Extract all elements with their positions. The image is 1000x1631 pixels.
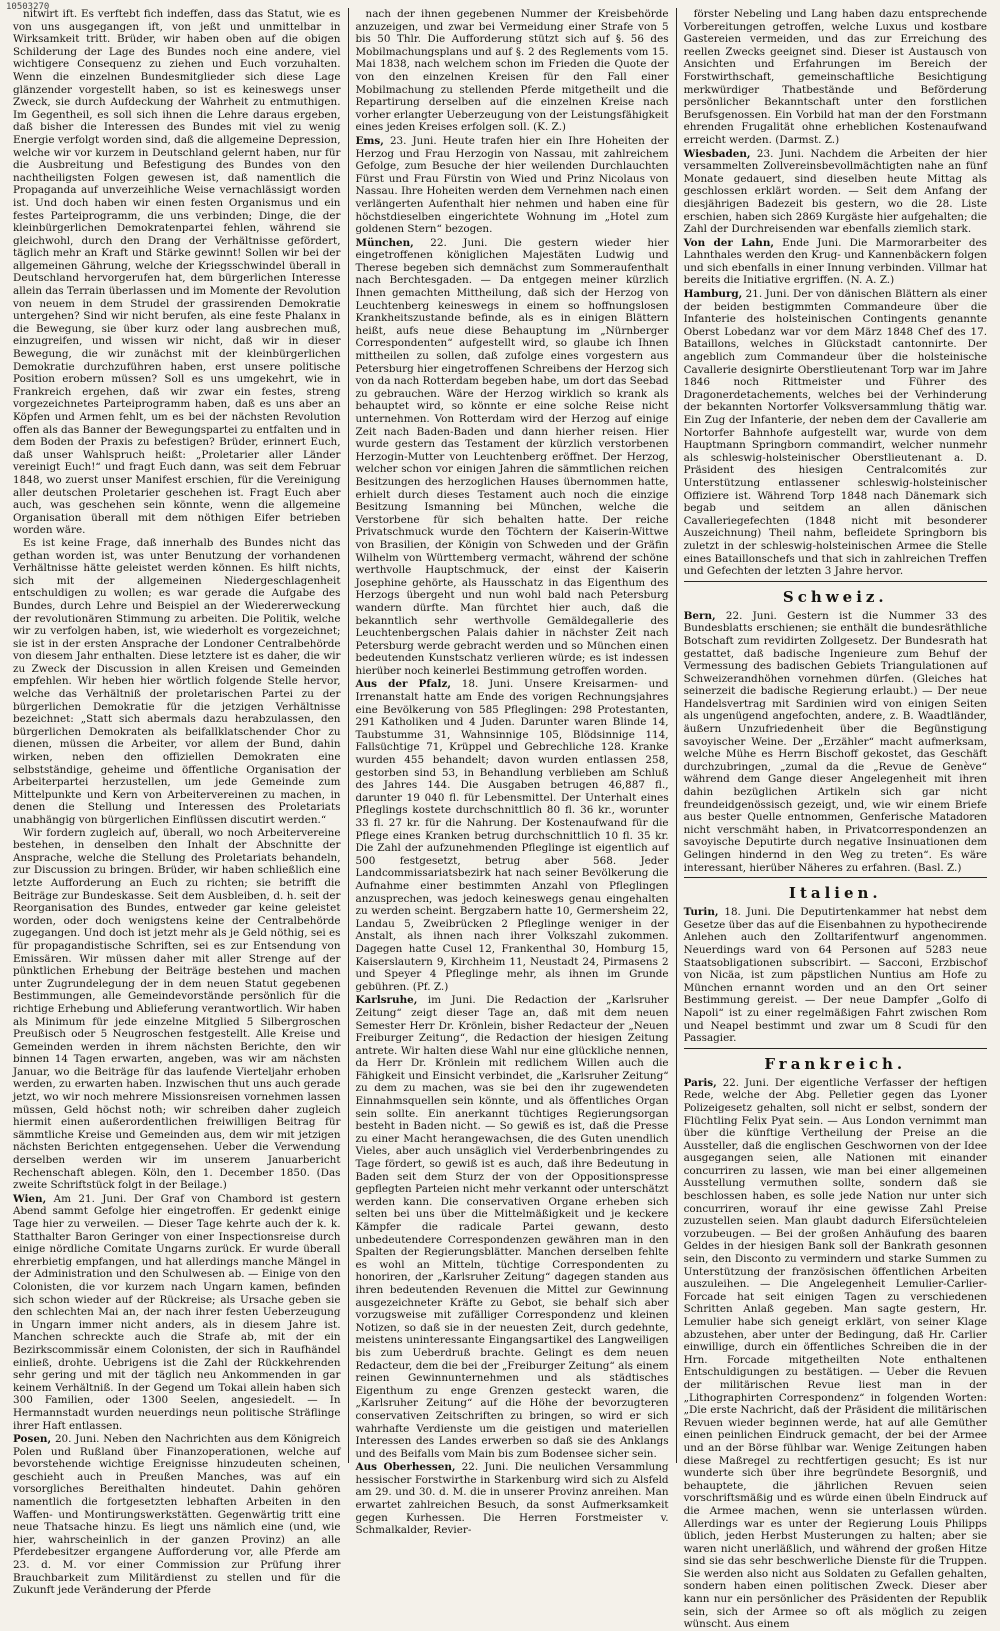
section-heading: Frankreich. <box>764 1054 907 1073</box>
article-dateline: Posen, <box>13 1433 52 1446</box>
article-paragraph <box>356 8 669 134</box>
article-text: Am 21. Juni. Der Graf von Chambord ist gestern Abend sammt Gefolge hier eingetroffen. Er gedenkt einige Tage hier zu verweilen. — Dieser Tage kehrte auch der k. k. Statthalter Baron Geringer von einer Inspectionsreise durch einige nördliche Comitate Ungarns zurück. Er wurde überall ehrerbietig empfangen, und hat allerdings manche Mängel in der Administration und den Schulwesen ab. — Einige von den Colonisten, die vor kurzem nach Ungarn kamen, befinden sich schon wieder auf der Rückreise; als Ursache geben sie den schlechten Mai an, der nach ihrer festen Ueberzeugung in Ungarn immer nicht anders, als in diesem Jahre ist. Manchen schreckte auch die Strafe ab, mit der ein Bezirkscommissär einem Colonisten, der sich in Raufhändel einließ, drohte. Uebrigens ist die Zahl der Rückkehrenden sehr gering und mit der täglich neu Ankommenden in gar keinem Verhältniß. In der Gegend um Tokai allein haben sich 300 Familien, oder 1300 Seelen, angesiedelt. — In Hermannstadt wurden neuerdings neun politische Sträflinge ihrer Haft entlassen. <box>13 1192 341 1432</box>
article-text: 22. Juni. Die gestern wieder hier eingetroffenen königlichen Majestäten Ludwig und Therese begeben sich demnächst zum Sommeraufenthalt nach Berchtesgaden. — Da entgegen meiner kürzlich Ihnen gemachten Mittheilung, daß sich der Herzog von Leuchtenberg keineswegs in einem so hoffnungslosen Krankheitszustande befinde, als es in einigen Blättern heißt, aufs neue diese Behauptung im „Nürnberger Correspondenten“ aufgestellt wird, so glaube ich Ihnen mittheilen zu sollen, daß zufolge eines vorgestern aus Petersburg hier eingetroffenen Schreibens der Herzog sich von da nach Rotterdam begeben habe, um dort das Seebad zu gebrauchen. Wäre der Herzog wirklich so krank als behauptet wird, so könnte er eine solche Reise nicht unternehmen. Von Rotterdam wird der Herzog auf einige Zeit nach Baden-Baden und dann hierher reisen. Hier wurde gestern das Testament der kürzlich verstorbenen Herzogin-Mutter von Leuchtenberg eröffnet. Der Herzog, welcher schon vor einigen Jahren die sämmtlichen reichen Besitzungen des herzoglichen Hauses übernommen hatte, erhielt durch dieses Testament auch noch die einzige Besitzung Ismanning bei München, welche die Verstorbene für sich behalten hatte. Der reiche Privatschmuck wurde den Töchtern der Kaiserin-Wittwe von Brasilien, der Königin von Schweden und der Gräfin Wilhelm von Württemberg vermacht, während der schöne werthvolle Hauptschmuck, der einst der Kaiserin Josephine gehörte, als Hausschatz in das Eigenthum des Herzogs übergeht und nun wohl bald nach Petersburg wandern dürfte. Man fürchtet hier auch, daß die bekanntlich sehr werthvolle Gemäldegallerie des Leuchtenbergschen Palais dahier in nächster Zeit nach Petersburg werde gebracht werden und so München einen bedeutenden Kunstschatz verlieren würde; es ist indessen hierüber noch keinerlei Bestimmung getroffen worden. <box>355 236 669 677</box>
article-text: 20. Juni. Neben den Nachrichten aus dem Königreich Polen und Rußland über Finanzoperationen, welche auf bevorstehende wichtige Ereignisse hinzudeuten scheinen, geschieht auch in Preußen Manches, was auf ein vorsorgliches Bereithalten hindeutet. Dahin gehören namentlich die fortgesetzten lebhaften Arbeiten in den Waffen- und Montirungswerkstätten. Gegenwärtig tritt eine neue Thatsache hinzu. Es liegt uns nämlich eine (und, wie hier, wahrscheinlich in der ganzen Provinz) an alle Pferdebesitzer ergangene Aufforderung vor, alle Pferde am 23. d. M. vor einer Commission zur Prüfung ihrer Brauchbarkeit zum Militärdienst zu stellen und für die Zukunft jede Veränderung der Pferde <box>13 1433 341 1597</box>
article-paragraph <box>13 827 341 1192</box>
article-dateline: Turin, <box>683 906 719 919</box>
article-dateline: Bern, <box>683 609 716 622</box>
article-dateline: Von der Lahn, <box>683 236 775 249</box>
article-paragraph <box>13 8 341 537</box>
article-text: im Juni. Die Redaction der „Karlsruher Zeitung“ zeigt dieser Tage an, daß mit dem neuen Semester Herr Dr. Krönlein, bisher Redacteur der „Neuen Freiburger Zeitung“, die Redaction der hiesigen Zeitung antrete. Wir halten diese Wahl nur eine glückliche nennen, da Herr Dr. Krönlein mit redlichem Willen auch die Fähigkeit und Einsicht verbindet, die „Karlsruher Zeitung“ zu dem zu machen, was sie bei den ihr zugewendeten Einnahmsquellen sein könnte, und als öffentliches Organ sein sollte. Ein anerkannt tüchtiges Regierungsorgan besteht in Baden nicht. — So gewiß es ist, daß die Presse zu einer Macht herangewachsen, die des Guten unendlich Vieles, aber auch unsäglich viel Verderbenbringendes zu Tage fördert, so gewiß ist es auch, daß ihre Bedeutung in Baden seit dem Sturz der von der Oppositionspresse gepflegten Parteien nicht mehr verkannt oder unterschätzt werden kann. Die conservativen Organe erheben sich selten bei uns über die Mittelmäßigkeit und je keckere Kämpfer die radicale Partei gewann, desto unbedeutendere Correspondenzen gewähren man in den Spalten der Regierungsblätter. Manchen derselben fehlte es wohl an Mitteln, tüchtige Correspondenten zu honoriren, der „Karlsruher Zeitung“ dagegen standen aus ihren bedeutenden Revenuen die Mittel zur Gewinnung ausgezeichneter Kräfte zu Gebot, sie behalf sich aber vorzugsweise mit zufälliger Correspondenz und kleinen Notizen, so daß sie in der neuesten Zeit, durch gedehnte, meistens uninteressante Eingangsartikel des Langweiligen bis zum Ueberdruß brachte. Gelingt es dem neuen Redacteur, dem die bei der „Freiburger Zeitung“ als einem reinen Gewinnunternehmen und als städtisches Eigenthum zu enge Grenzen gesteckt waren, die „Karlsruher Zeitung“ auf die Höhe der bevorzugteren conservativen Zeitschriften zu bringen, so wird er sich wahrhafte Verdienste um die geistigen und materiellen Interessen des Landes erwerben so daß sie des Anklangs und des Beifalls vom Main bis zum Bodensee sicher sein. <box>355 994 669 1460</box>
article-text: 18. Juni. Unsere Kreisarmen- und Irrenanstalt hatte am Ende des vorigen Rechnungsjahres eine Bevölkerung von 585 Pfleglingen: 298 Protestanten, 291 Katholiken und 4 Juden. Darunter waren Blinde 14, Taubstumme 31, Wahnsinnige 105, Blödsinnige 114, Fallsüchtige 71, Krüppel und Gebrechliche 128. Kranke wurden 455 behandelt; davon wurden entlassen 258, gestorben sind 53, in Behandlung verblieben am Schluß des Jahres 144. Die Ausgaben betrugen 46,887 fl., darunter 19 040 fl. für Lebensmittel. Der Unterhalt eines Pfleglings kostete durchschnittlich 80 fl. 36 kr., worunter 33 fl. 27 kr. für die Nahrung. Der Kostenaufwand für die Pflege eines Kranken betrug durchschnittlich 10 fl. 35 kr. Die Zahl der aufzunehmenden Pfleglinge ist eigentlich auf 500 festgesetzt, betrug aber 568. Jeder Landcommissariatsbezirk hat nach seiner Bevölkerung die Aufnahme einer bestimmten Anzahl von Pfleglingen anzusprechen, was jedoch keineswegs genau eingehalten zu werden scheint. Bergzabern hatte 10, Germersheim 22, Landau 5, Zweibrücken 2 Pfleglinge weniger in der Anstalt, als ihnen nach ihrer Volkszahl zukommen. Dagegen hatte Cusel 12, Frankenthal 30, Homburg 15, Kaiserslautern 9, Kirchheim 11, Neustadt 24, Pirmasens 2 und Speyer 4 Pfleglinge mehr, als ihnen im Grunde gebühren. (Pf. Z.) <box>355 678 669 993</box>
column-2 <box>348 8 676 1537</box>
article-text: nach der ihnen gegebenen Nummer der Kreisbehörde anzuzeigen, und zwar bei Vermeidung einer Strafe von 5 bis 50 Thlr. Die Aufforderung stützt sich auf §. 56 des Mobilmachungsplans und auf §. 2 des Reglements vom 15. Mai 1838, nach welchem schon im Frieden die Quote der von den einzelnen Kreisen für den Fall einer Mobilmachung zu stellenden Pferde mitgetheilt und die Repartirung derselben auf die einzelnen Kreise nach vorher erlangter Ueberzeugung von der Leistungsfähigkeit eines jeden Kreises erfolgen soll. (K. Z.) <box>355 8 669 134</box>
article-dateline: Wiesbaden, <box>683 147 751 160</box>
article-paragraph <box>684 237 987 287</box>
column-1 <box>6 8 348 1597</box>
article-text: 21. Juni. Der von dänischen Blättern als einer der beiden bestigmmten Commandeure über die Infanterie des holsteinischen Contingents genannte Oberst Lobedanz war vor dem März 1848 Chef des 17. Bataillons, welches in Glückstadt cantonnirte. Der angeblich zum Commandeur über die holsteinische Cavallerie designirte Oberstlieutenant Torp war im Jahre 1846 noch Rittmeister und Führer des Dragonerdetachements, welches bei der Verhinderung der bekannten Nortorfer Volksversammlung thätig war. Ein Zug der Infanterie, der neben dem der Cavallerie am Nortorfer Bahnhofe aufgestellt war, wurde von dem Hauptmann Springborn commandirt, welcher nunmehr als schleswig-holsteinischer Oberstlieutenant a. D. Präsident des hiesigen Centralcomités zur Unterstützung entlassener schleswig-holsteinischer Offiziere ist. Während Torp 1848 nach Dänemark sich begab und seitdem an allen dänischen Cavalleriegefechten (1848 nicht mit besonderer Auszeichnung) Theil nahm, befleidete Springborn bis zuletzt in der schleswig-holsteinischen Armee die Stelle eines Bataillonschefs und that sich in zahlreichen Treffen und Gefechten der letzten 3 Jahre hervor. <box>683 288 987 578</box>
article-dateline: Aus Oberhessen, <box>355 1461 456 1474</box>
article-text: 23. Juni. Heute trafen hier ein Ihre Hoheiten der Herzog und Frau Herzogin von Nassau, mit zahlreichem Gefolge, zum Besuche der hier weilenden Durchlauchten Fürst und Frau Fürstin von Wied und Prinz Nicolaus von Nassau. Ihre Hoheiten werden dem Vernehmen nach einen verlängerten Aufenthalt hier nehmen und haben eine für höchstdieselben eingerichtete Wohnung im „Hotel zum goldenen Stern“ bezogen. <box>355 134 669 236</box>
section-rule <box>684 1048 987 1049</box>
article-paragraph <box>356 135 669 236</box>
page-id: 10503270 <box>6 2 50 12</box>
article-text: förster Nebeling und Lang haben dazu entsprechende Vorbereitungen getroffen, welche Luxus und kostbare Gastereien vermeiden, und das zur Erreichung des reellen Zwecks geeignet sind. Dieser ist Austausch von Ansichten und Erfahrungen im Bereich der Forstwirthschaft, gemeinschaftliche Besichtigung merkwürdiger Thatbestände und Beförderung persönlicher Bekanntschaft unter den forstlichen Berufsgenossen. Ein Vorbild hat man der den Forstmann ehrenden Frugalität ohne erheblichen Kostenaufwand erreicht werden. (Darmst. Z.) <box>683 8 987 146</box>
article-text: 18. Juni. Die Deputirtenkammer hat nebst dem Gesetze über das auf die Eisenbahnen zu hypothecirende Anlehen auch den Zolltarifentwurf angenommen. Neuerdings ward von 64 Personen auf 5283 neue Staatsobligationen subscribirt. — Sacconi, Erzbischof von Nicäa, ist zum päpstlichen Nuntius am Hofe zu München ernannt worden und an den Ort seiner Bestimmung gereist. — Der neue Dampfer „Golfo di Napoli“ ist zu einer regelmäßigen Fahrt zwischen Rom und Neapel bestimmt und zwar um 8 Scudi für den Passagier. <box>683 906 987 1045</box>
section-rule <box>684 877 987 878</box>
section-rule <box>684 581 987 582</box>
article-paragraph <box>13 1433 341 1597</box>
article-dateline: Ems, <box>355 134 384 147</box>
article-paragraph <box>13 537 341 827</box>
newspaper-columns <box>6 8 994 1631</box>
article-paragraph <box>684 8 987 147</box>
article-text: 22. Juni. Die neulichen Versammlung hessischer Forstwirthe in Starkenburg wird sich zu Alsfeld am 29. und 30. d. M. die in unserer Provinz anreihen. Man erwartet zahlreichen Besuch, da sonst Aufmerksamkeit gegen Kurhessen. Die Herren Forstmeister v. Schmalkalder, Revier- <box>355 1461 669 1537</box>
column-3 <box>676 8 994 1631</box>
article-paragraph <box>13 1193 341 1432</box>
section-heading: Schweiz. <box>782 587 888 606</box>
article-paragraph <box>356 678 669 993</box>
article-paragraph <box>684 906 987 1045</box>
article-text: Ende Juni. Die Marmorarbeiter des Lahnthales werden den Krug- und Kannenbäckern folgen und sich ebenfalls in einer Innung verbinden. Villmar hat bereits die Initiative ergriffen. (N. A. Z.) <box>683 236 987 287</box>
article-paragraph <box>356 994 669 1460</box>
article-paragraph <box>684 610 987 874</box>
article-dateline: Paris, <box>683 1076 717 1089</box>
article-paragraph <box>356 237 669 678</box>
article-text: 22. Juni. Der eigentliche Verfasser der heftigen Rede, welche der Abg. Pelletier gegen das Lyoner Polizeigesetz gehalten, soll nicht er selbst, sondern der Flüchtling Felix Pyat sein. — Aus London vernimmt man über die künftige Vertheilung der Preise an die Aussteller, daß die englischen Geschwornen von der Idee ausgegangen seien, alle Nationen mit einander concurriren zu lassen, wie man bei einer allgemeinen Ausstellung vermuthen sollte, sondern daß sie beschlossen haben, es solle jede Nation nur unter sich concurriren, worauf ihr eine gewisse Zahl Preise zuzustellen seien. Man glaubt dadurch Eifersüchteleien vorzubeugen. — Bei der großen Anhäufung des baaren Geldes in der hiesigen Bank soll der Bankrath gesonnen sein, den Disconto zu vermindern und starke Summen zu Unterstützung der französischen öffentlichen Arbeiten auszuleihen. — Die Angelegenheit Lemulier-Carlier-Forcade hat seit einigen Tagen zu verschiedenen Schritten Anlaß gegeben. Man sagte gestern, Hr. Lemulier habe sich geneigt erklärt, von seiner Klage abzustehen, aber unter der Bedingung, daß Hr. Carlier einwillige, durch ein öffentliches Schreiben die in der Hrn. Forcade mitgetheilten Note enthaltenen Entschuldigungen zu bestätigen. — Ueber die Revuen der militärischen Revue liest man in der „Lithographirten Correspondenz“ in folgenden Worten: „Die erste Nachricht, daß der Präsident die militärischen Revuen wieder beginnen werde, hat auf alle Gemüther einen peinlichen Eindruck gemacht, der bei der Armee und an der Börse fühlbar war. Wenige Zeitungen haben diese Maßregel zu rechtfertigen gesucht; Es ist nur wunderte sich über ihre begründete Besorgniß, und behauptete, die jährlichen Revuen seien vorschriftsmäßig und es würde einen übeln Eindruck auf die Armee machen, wenn sie unterlassen würden. Allerdings war es unter der Regierung Louis Philipps üblich, jeden Herbst Musterungen zu halten; aber sie waren nicht unerläßlich, und während der großen Hitze sind sie das sehr beschwerliche Dienste für die Truppen. Sie werden also nicht aus Soldaten zu Gefallen gehalten, sondern haben einen politischen Zweck. Dieser aber kann nur ein persönlicher des Präsidenten der Republik sein, sich der Armee so oft als möglich zu zeigen wünscht. Aus einem <box>683 1076 987 1631</box>
article-paragraph <box>684 1077 987 1631</box>
article-dateline: Wien, <box>13 1192 47 1205</box>
article-text: 23. Juni. Nachdem die Arbeiten der hier versammelten Zollvereinsbevollmächtigten nahe an fünf Monate gedauert, sind dieselben heute Mittag als geschlossen erklärt worden. — Seit dem Anfang der diesjährigen Badezeit bis gestern, wo die 28. Liste erschien, haben sich 2869 Kurgäste hier aufgehalten; die Zahl der Durchreisenden war ebenfalls ziemlich stark. <box>683 147 987 236</box>
article-paragraph <box>684 148 987 236</box>
article-text: nitwirt ift. Es verftebt fich indeffen, dass das Statut, wie es von uns ausgegangen ift, von jeßt und unmittelbar in Wirksamkeit tritt. Brüder, wir haben oben auf die obigen Schilderung der Lage des Bundes noch eine andere, viel wichtigere Consequenz zu ziehen und Euch vorzuhalten. Wenn die einzelnen Bundesmitglieder sich diese Lage glänzender vorgestellt haben, so ist es keineswegs unser Zweck, sie durch Aufdeckung der Wahrheit zu entmuthigen. Im Gegentheil, es soll sich ihnen die Lehre daraus ergeben, daß bisher die Interessen des Bundes mit viel zu wenig Energie verfolgt worden sind, daß die allgemeine Depression, welche wir vor kurzem in Deutschland gelernt haben, nur für die Ausbreitung und Befestigung des Bundes von den nachtheiligsten Folgen gewesen ist, daß namentlich die Propaganda auf unverzeihliche Weise vernachlässigt worden ist. Und doch haben wir einen festen Organismus und ein festes Parteiprogramm, die uns verbinden; Dinge, die der kleinbürgerlichen Demokratenpartei fehlen, während sie gleichwohl, durch den Drang der Verhältnisse gefördert, täglich mehr an Kraft und Stärke gewinnt! Sollen wir bei der allgemeinen Gährung, welche der Kriegsschwindel überall in Deutschland hervorgerufen hat, dem bürgerlichen Interesse allein das Terrain überlassen und im Momente der Revolution von neuem in dem Strudel der grassirenden Demokratie untergehen? Sind wir nicht berufen, als eine feste Phalanx in die Bewegung, sie über kurz oder lang ausbrechen muß, einzugreifen, und wissen wir nicht, daß wir in dieser Bewegung, die wir zunächst mit der kleinbürgerlichen Demokratie durchzuführen haben, erst unsere politische Position erobern müssen? Soll es uns umgekehrt, wie in Frankreich ergehen, daß wir zwar ein festes, streng vorgezeichnetes Parteiprogramm haben, daß es uns aber an Köpfen und Armen fehlt, um es bei der nächsten Revolution offen als das Banner der Bewegungspartei zu entfalten und in dem Boden der Praxis zu befestigen? Brüder, erinnert Euch, daß unser Wahlspruch heißt: „Proletarier aller Länder vereinigt Euch!“ und fragt Euch dann, was seit dem Februar 1848, wo zuerst unser Manifest erschien, für die Vereinigung aller deutschen Proletarier geschehen ist. Fragt Euch aber auch, was geschehen sein könnte, wenn die allgemeine Organisation überall mit dem nöthigen Eifer betrieben worden wäre. <box>13 8 341 537</box>
article-dateline: Aus der Pfalz, <box>355 678 451 691</box>
section-heading: Italien. <box>788 884 882 903</box>
article-text: 22. Juni. Gestern ist die Nummer 33 des Bundesblatts erschienen; sie enthält die bundesräthliche Botschaft zum revidirten Zollgesetz. Der Bundesrath hat gestattet, daß badische Ingenieure zum Behuf der Vermessung des badischen Gebiets Triangulationen auf Schweizerandhöhen vornehmen dürfen. (Gleiches hat seinerzeit die badische Regierung erlaubt.) — Der neue Handelsvertrag mit Sardinien wird von einigen Seiten als ungenügend angefochten, andere, z. B. Waadtländer, äußern Unzufriedenheit über die Begünstigung savoyischer Weine. Der „Erzähler“ macht aufmerksam, welche Mühe es Herrn Bischoff gekostet, das Geschäft durchzubringen, „zumal da die „Revue de Genève“ während dem Gange dieser Angelegenheit mit ihren dahin bezüglichen Artikeln sich gar nicht freundeidgenössisch gezeigt, und, wie wir einem Briefe aus bester Quelle entnommen, Genferische Matadoren nicht verschmäht haben, in Privatcorrespondenzen an savoyische Deputirte durch negative Insinuationen dem Gelingen hindernd in den Weg zu treten“. Es wäre interessant, hierüber Näheres zu erfahren. (Basl. Z.) <box>683 609 987 874</box>
article-dateline: Karlsruhe, <box>355 994 418 1007</box>
article-paragraph <box>684 288 987 578</box>
article-dateline: München, <box>355 236 414 249</box>
article-paragraph <box>356 1461 669 1537</box>
article-dateline: Hamburg, <box>683 288 743 301</box>
article-text: Wir fordern zugleich auf, überall, wo noch Arbeitervereine bestehen, in denselben den Inhalt der Abschnitte der Ansprache, welche die Stellung des Proletariats behandeln, zur Discussion zu bringen. Brüder, wir haben schließlich eine letzte Aufforderung an Euch zu richten; sie betrifft die Beiträge zur Bundeskasse. Seit dem Ausbleiben, d. h. seit der Reorganisation des Bundes, entweder gar keine geleistet worden, oder doch wenigstens keine der Centralbehörde zugegangen. Und doch ist jetzt mehr als je Geld nöthig, sei es für propagandistische Schriften, sei es zur Entsendung von Emissären. Wir müssen daher mit aller Strenge auf der pünktlichen Erhebung der Beiträge bestehen und machen unter Zugrundelegung der in dem neuen Statut gegebenen Bestimmungen, alle Gemeindevorstände persönlich für die richtige Erhebung und Ablieferung verantwortlich. Wir haben als Minimum für jede einzelne Mitglied 5 Silbergroschen Preußisch oder 5 Neugroschen festgestellt. Alle Kreise und Gemeinden werden in ihrem nächsten Berichte, den wir binnen 14 Tagen erwarten, angeben, was wir am nächsten Januar, wo die Beiträge für das laufende Vierteljahr erhoben werden, zu erwarten haben. Inzwischen thut uns auch gerade jetzt, wo wir noch mehrere Missionsreisen vornehmen lassen müssen, Geld höchst noth; wir schreiben daher zugleich hiermit einen außerordentlichen freiwilligen Beitrag für sämmtliche Kreise und Gemeinden aus, dem wir mit jetzigen nächsten Berichten entgegensehen. Ueber die Verwendung derselben werden wir im unserem Januarbericht Rechenschaft ablegen. Köln, den 1. December 1850. (Das zweite Schriftstück folgt in der Beilage.) <box>13 826 341 1192</box>
article-text: Es ist keine Frage, daß innerhalb des Bundes nicht das gethan worden ist, was unter Benutzung der vorhandenen Verhältnisse hätte geleistet werden können. Es hilft nichts, sich mit der allgemeinen Niedergeschlagenheit entschuldigen zu wollen; es war gerade die Aufgabe des Bundes, durch Lehre und Beispiel an der Wiedererweckung der revolutionären Stimmung zu arbeiten. Die Politik, welche wir zu verfolgen haben, ist, wie wiederholt es vorgezeichnet; sie ist in der ersten Ansprache der Londoner Centralbehörde von diesem Jahr enthalten. Diese letztere ist es daher, die wir zu Zweck der Discussion in allen Kreisen und Gemeinden empfehlen. Wir heben hier wörtlich folgende Stelle hervor, welche das Verhältniß der proletarischen Partei zu der bürgerlichen Demokratie für die jetzigen Verhältnisse bezeichnet: „Statt sich abermals dazu herabzulassen, den bürgerlichen Demokraten als beifallklatschender Chor zu dienen, müssen die Arbeiter, vor allem der Bund, dahin wirken, neben den offiziellen Demokraten eine selbstständige, geheime und öffentliche Organisation der Arbeiterpartei herzustellen, um jede Gemeinde zum Mittelpunkte und Kern von Arbeitervereinen zu machen, in denen die Stellung und Interessen des Proletariats unabhängig von bürgerlichen Einflüssen discutirt werden.“ <box>13 536 341 826</box>
